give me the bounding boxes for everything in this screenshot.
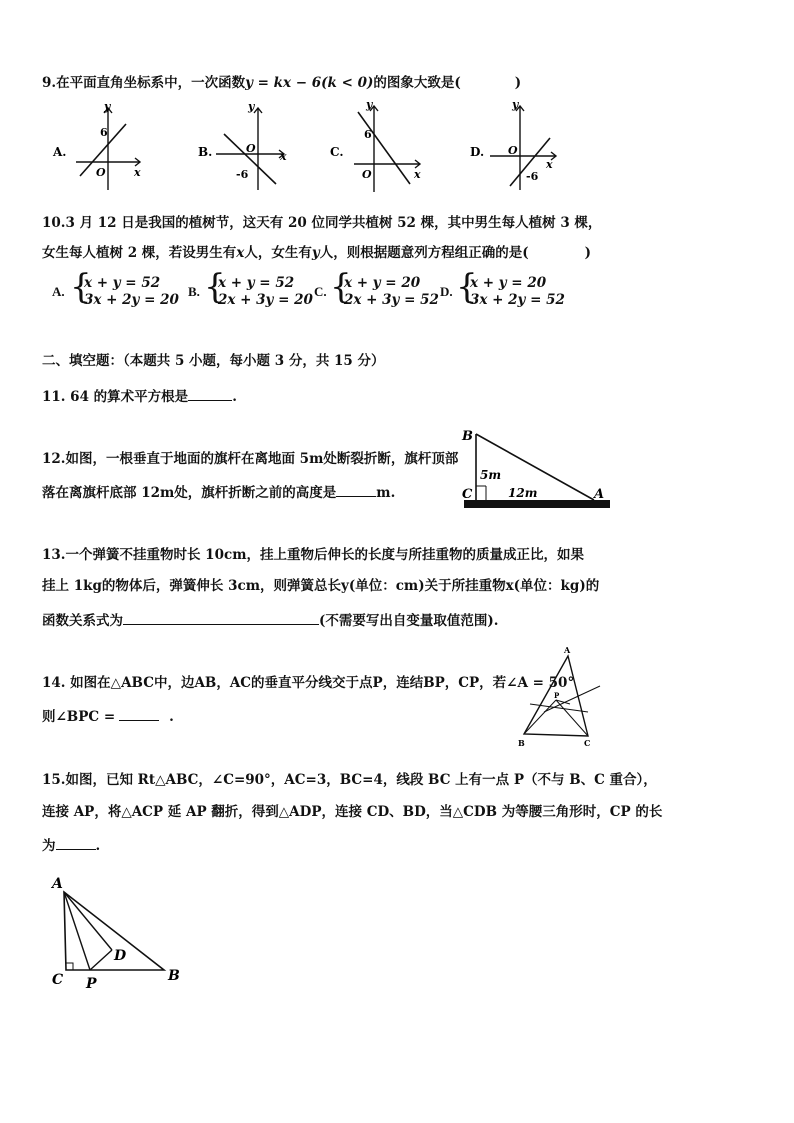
q12-line2: [42, 482, 395, 502]
q15-label-d: D: [114, 948, 127, 964]
q9-option-d-origin: O: [508, 144, 518, 157]
q15-label-b: B: [168, 968, 180, 984]
q10-line2-post: 人，则根据题意列方程组正确的是(: [319, 245, 529, 261]
q9-option-d-axis-x: x: [546, 158, 553, 171]
q10-option-a-eq2: 3x + 2y = 20: [84, 292, 179, 308]
q10-line1: 10.3 月 12 日是我国的植树节，这天有 20 位同学共植树 52 棵，其中男生每人植树 3 棵，: [42, 215, 602, 231]
q14-figure: [510, 642, 610, 750]
q9-stem: [42, 74, 521, 92]
q12-label-b: B: [462, 429, 473, 444]
q9-option-b-axis-y: y: [248, 100, 255, 113]
q12-label-12m: 12m: [508, 486, 538, 500]
q10-paren-close: ): [584, 245, 591, 261]
q15-line3-pre: 为: [42, 838, 56, 854]
q10-option-d-brace: {: [456, 267, 478, 307]
q14-line2-pre: 则∠BPC =: [42, 709, 116, 725]
q13-line2: 挂上 1kg的物体后，弹簧伸长 3cm，则弹簧总长y(单位：cm)关于所挂重物x(单位：kg)的: [42, 578, 600, 594]
q9-option-a-axis-y: y: [104, 100, 111, 113]
q15-label-c: C: [52, 972, 64, 988]
q14-line2-post: .: [169, 709, 174, 725]
q10-option-a-label: A.: [52, 284, 65, 299]
q14-label-b: B: [518, 738, 525, 748]
q9-option-c-origin: O: [362, 168, 372, 181]
q9-option-d-label: D.: [470, 145, 485, 159]
q12-figure: [456, 424, 616, 516]
q9-stem-post: 的图象大致是(: [373, 75, 461, 91]
q11-post: .: [232, 389, 237, 405]
section2-title: 二、填空题：（本题共 5 小题，每小题 3 分，共 15 分）: [42, 353, 385, 369]
q14-label-a: A: [564, 645, 571, 655]
q9-option-a-tick: 6: [100, 126, 108, 139]
q13-answer-blank[interactable]: [123, 610, 319, 625]
q9-option-c-label: C.: [330, 145, 344, 159]
q15-line3: [42, 835, 100, 855]
q9-option-b-tick: -6: [236, 168, 249, 181]
q9-stem-pre: 9.在平面直角坐标系中，一次函数: [42, 75, 246, 91]
q11-line: [42, 386, 237, 406]
q10-option-b-label: B.: [188, 284, 200, 299]
q10-line2-pre: 女生每人植树 2 棵，若设男生有: [42, 245, 237, 261]
q15-answer-blank[interactable]: [56, 835, 96, 850]
q12-line1: 12.如图，一根垂直于地面的旗杆在离地面 5m处断裂折断，旗杆顶部: [42, 451, 459, 467]
q9-option-a-axis-x: x: [134, 166, 141, 179]
q15-line3-post: .: [95, 838, 101, 854]
q9-option-b-graph: [198, 100, 287, 190]
q10-var-x: x: [236, 245, 245, 261]
q9-option-c-tick: 6: [364, 128, 372, 141]
q12-label-c: C: [462, 487, 473, 502]
q15-line2: 连接 AP，将△ACP 延 AP 翻折，得到△ADP，连接 CD、BD，当△CDB 为等腰三角形时，CP 的长: [42, 804, 663, 820]
q9-option-a-label: A.: [53, 145, 67, 159]
q9-option-graphs: [40, 98, 580, 198]
q10-option-b-eq1: x + y = 52: [218, 275, 295, 291]
q12-answer-blank[interactable]: [336, 482, 376, 497]
q10-option-c-label: C.: [314, 284, 327, 299]
q15-line1: 15.如图，已知 Rt△ABC，∠C=90°，AC=3，BC=4，线段 BC 上有一点 P（不与 B、C 重合），: [42, 772, 657, 788]
q9-stem-math: y = kx − 6(k < 0): [245, 75, 374, 91]
q11-answer-blank[interactable]: [188, 386, 232, 401]
q12-label-a: A: [594, 487, 605, 502]
q10-option-c-eq1: x + y = 20: [344, 275, 421, 291]
q15-label-p: P: [86, 976, 97, 990]
q13-line3-post: (不需要写出自变量取值范围).: [319, 613, 499, 629]
q14-label-c: C: [584, 738, 591, 748]
q10-option-a-brace: {: [70, 267, 92, 307]
q13-line3-pre: 函数关系式为: [42, 613, 123, 629]
q10-option-c-eq2: 2x + 3y = 52: [344, 292, 439, 308]
q10-option-a-eq1: x + y = 52: [84, 275, 161, 291]
q9-option-b-origin: O: [246, 142, 256, 155]
q10-var-y: y: [311, 245, 320, 261]
q10-option-d-eq2: 3x + 2y = 52: [470, 292, 565, 308]
q9-option-d-graph: [470, 98, 556, 190]
q12-line2-pre: 落在离旗杆底部 12m处，旗杆折断之前的高度是: [42, 485, 337, 501]
q9-option-d-tick: -6: [526, 170, 539, 183]
q9-paren-close: ): [514, 75, 522, 91]
q14-label-p: P: [554, 691, 560, 700]
q9-option-c-axis-x: x: [414, 168, 421, 181]
q10-option-b-eq2: 2x + 3y = 20: [218, 292, 313, 308]
q10-line2: [42, 244, 591, 262]
q9-option-b-axis-x: x: [280, 150, 287, 163]
q12-label-5m: 5m: [480, 468, 502, 482]
q14-line2: [42, 706, 174, 726]
q10-option-b-brace: {: [204, 267, 226, 307]
q10-option-d-eq1: x + y = 20: [470, 275, 547, 291]
q11-pre: 11. 64 的算术平方根是: [42, 389, 189, 405]
q9-option-d-axis-y: y: [512, 98, 519, 111]
q10-line2-mid: 人，女生有: [244, 245, 312, 261]
q10-option-c-brace: {: [330, 267, 352, 307]
q12-line2-post: m.: [376, 485, 396, 501]
q13-line1: 13.一个弹簧不挂重物时长 10cm，挂上重物后伸长的长度与所挂重物的质量成正比，如果: [42, 547, 584, 563]
q14-answer-blank[interactable]: [119, 706, 159, 721]
q9-option-c-axis-y: y: [366, 98, 373, 111]
q10-option-d-label: D.: [440, 284, 453, 299]
q15-label-a: A: [52, 876, 63, 892]
q9-option-a-origin: O: [96, 166, 106, 179]
q13-line3: [42, 610, 498, 630]
q15-figure: [44, 868, 194, 990]
q14-line1: 14. 如图在△ABC中，边AB，AC的垂直平分线交于点P，连结BP，CP，若∠A = 50°: [42, 675, 575, 691]
q9-option-b-label: B.: [198, 145, 213, 159]
q9-option-c-graph: [330, 98, 421, 192]
q9-option-a-graph: [52, 100, 141, 190]
